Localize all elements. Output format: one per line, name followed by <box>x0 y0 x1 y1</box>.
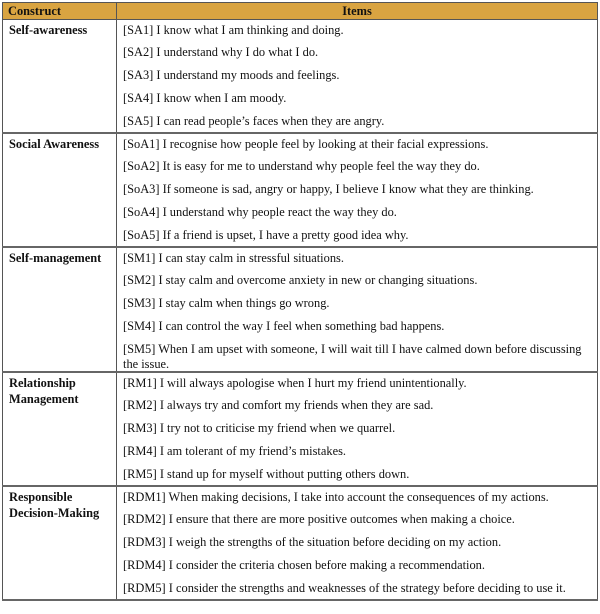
item-soa5: [SoA5] If a friend is upset, I have a pretty good idea why. <box>123 228 409 242</box>
items-cell <box>117 372 598 486</box>
item-soa1: [SoA1] I recognise how people feel by looking at their facial expressions. <box>123 137 489 151</box>
group-self-management <box>3 247 598 372</box>
item-rm3: [RM3] I try not to criticise my friend when we quarrel. <box>123 421 396 435</box>
item-sm5: [SM5] When I am upset with someone, I will wait till I have calmed down before discussing the issue. <box>123 342 582 371</box>
item-sa1: [SA1] I know what I am thinking and doing. <box>123 23 344 37</box>
item-sa3: [SA3] I understand my moods and feelings. <box>123 68 340 82</box>
group-social-awareness <box>3 133 598 247</box>
item-rdm2: [RDM2] I ensure that there are more positive outcomes when making a choice. <box>123 512 515 526</box>
item-sm1: [SM1] I can stay calm in stressful situations. <box>123 251 344 265</box>
items-cell <box>117 486 598 600</box>
item-rm4: [RM4] I am tolerant of my friend’s mistakes. <box>123 444 346 458</box>
items-cell <box>117 247 598 372</box>
constructs-table <box>2 2 598 601</box>
item-sm4: [SM4] I can control the way I feel when something bad happens. <box>123 319 445 333</box>
item-sa5: [SA5] I can read people’s faces when they are angry. <box>123 114 385 128</box>
construct-self-management: Self-management <box>3 247 117 372</box>
construct-relationship-management: Relationship Management <box>3 372 117 486</box>
construct-self-awareness: Self-awareness <box>3 20 117 134</box>
group-relationship-management <box>3 372 598 486</box>
construct-responsible-decision-making: Responsible Decision-Making <box>3 486 117 600</box>
item-rm2: [RM2] I always try and comfort my friends when they are sad. <box>123 398 434 412</box>
item-rdm3: [RDM3] I weigh the strengths of the situation before deciding on my action. <box>123 535 502 549</box>
header-row <box>3 3 598 20</box>
items-cell <box>117 133 598 247</box>
construct-social-awareness: Social Awareness <box>3 133 117 247</box>
item-rdm1: [RDM1] When making decisions, I take into account the consequences of my actions. <box>123 490 549 504</box>
group-self-awareness <box>3 20 598 134</box>
item-soa2: [SoA2] It is easy for me to understand why people feel the way they do. <box>123 159 480 173</box>
item-rm1: [RM1] I will always apologise when I hurt my friend unintentionally. <box>123 376 467 390</box>
item-sm3: [SM3] I stay calm when things go wrong. <box>123 296 330 310</box>
item-soa3: [SoA3] If someone is sad, angry or happy, I believe I know what they are thinking. <box>123 182 534 196</box>
item-rdm5: [RDM5] I consider the strengths and weaknesses of the strategy before deciding to use it. <box>123 581 566 595</box>
item-sm2: [SM2] I stay calm and overcome anxiety in new or changing situations. <box>123 273 478 287</box>
item-rdm4: [RDM4] I consider the criteria chosen before making a recommendation. <box>123 558 485 572</box>
item-sa4: [SA4] I know when I am moody. <box>123 91 287 105</box>
item-sa2: [SA2] I understand why I do what I do. <box>123 45 319 59</box>
item-rm5: [RM5] I stand up for myself without putting others down. <box>123 467 410 481</box>
item-soa4: [SoA4] I understand why people react the way they do. <box>123 205 397 219</box>
group-responsible-decision-making <box>3 486 598 600</box>
items-header: Items <box>117 3 598 20</box>
items-cell <box>117 20 598 134</box>
construct-header: Construct <box>3 3 117 20</box>
